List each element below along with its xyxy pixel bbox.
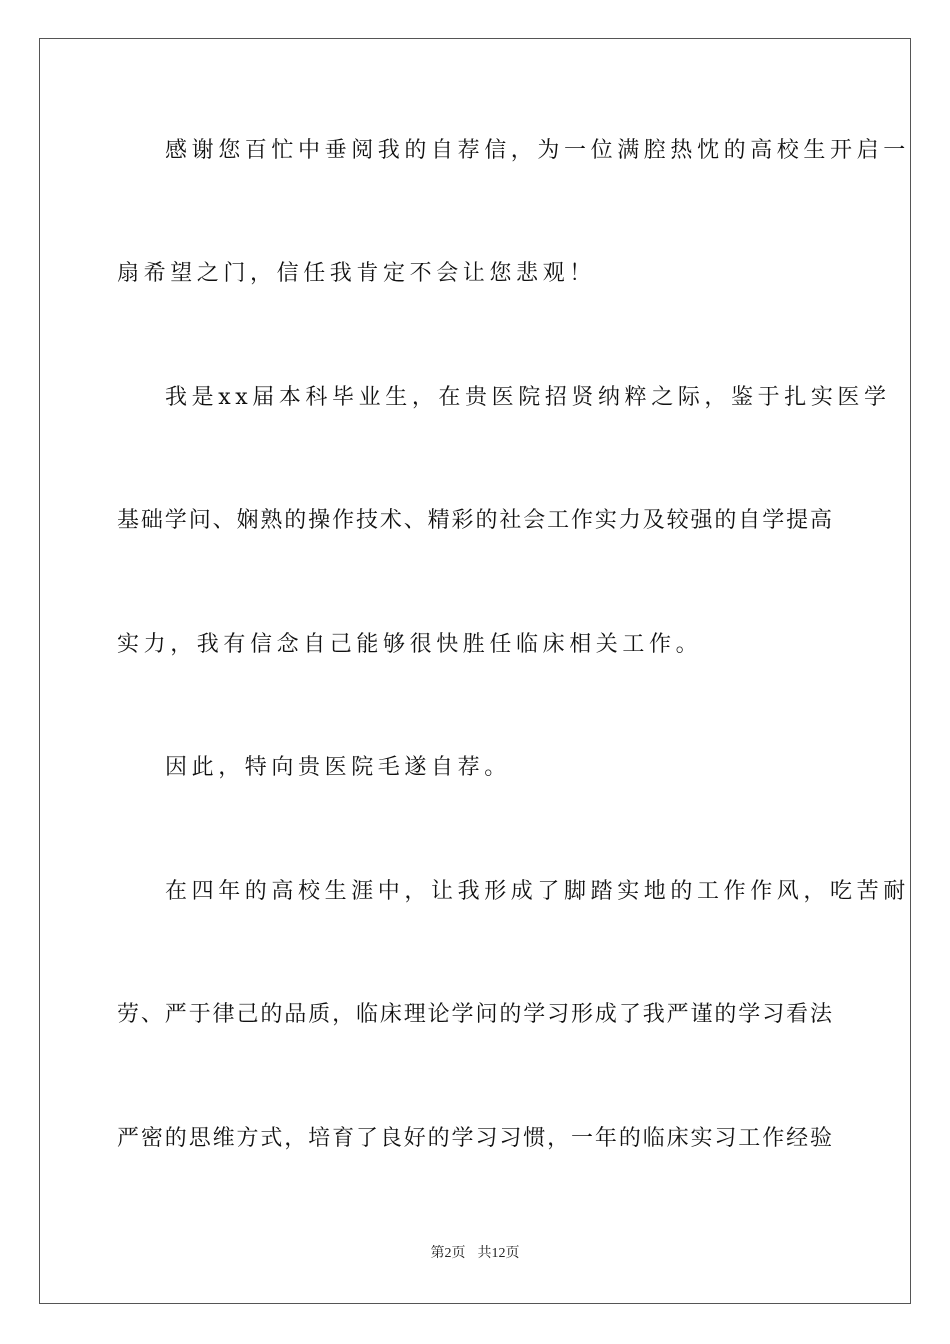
page-number: 第2页 bbox=[430, 1246, 466, 1261]
paragraph-1-line-2: 扇希望之门，信任我肯定不会让您悲观！ bbox=[117, 261, 596, 286]
paragraph-1-line-1: 感谢您百忙中垂阅我的自荐信，为一位满腔热忱的高校生开启一 bbox=[165, 138, 910, 163]
page-total: 共12页 bbox=[477, 1246, 520, 1261]
page-footer bbox=[0, 1245, 950, 1263]
paragraph-4-line-3: 严密的思维方式，培育了良好的学习习惯，一年的临床实习工作经验 bbox=[117, 1126, 832, 1151]
paragraph-3-line-1: 因此，特向贵医院毛遂自荐。 bbox=[165, 755, 511, 780]
paragraph-4-line-2: 劳、严于律己的品质，临床理论学问的学习形成了我严谨的学习看法 bbox=[117, 1002, 832, 1027]
paragraph-2-line-2: 基础学问、娴熟的操作技术、精彩的社会工作实力及较强的自学提高 bbox=[117, 508, 832, 533]
paragraph-2-line-3: 实力，我有信念自己能够很快胜任临床相关工作。 bbox=[117, 632, 703, 657]
paragraph-4-line-1: 在四年的高校生涯中，让我形成了脚踏实地的工作作风，吃苦耐 bbox=[165, 879, 910, 904]
page-border bbox=[39, 38, 911, 1304]
paragraph-2-line-1: 我是xx届本科毕业生，在贵医院招贤纳粹之际，鉴于扎实医学 bbox=[165, 385, 891, 410]
